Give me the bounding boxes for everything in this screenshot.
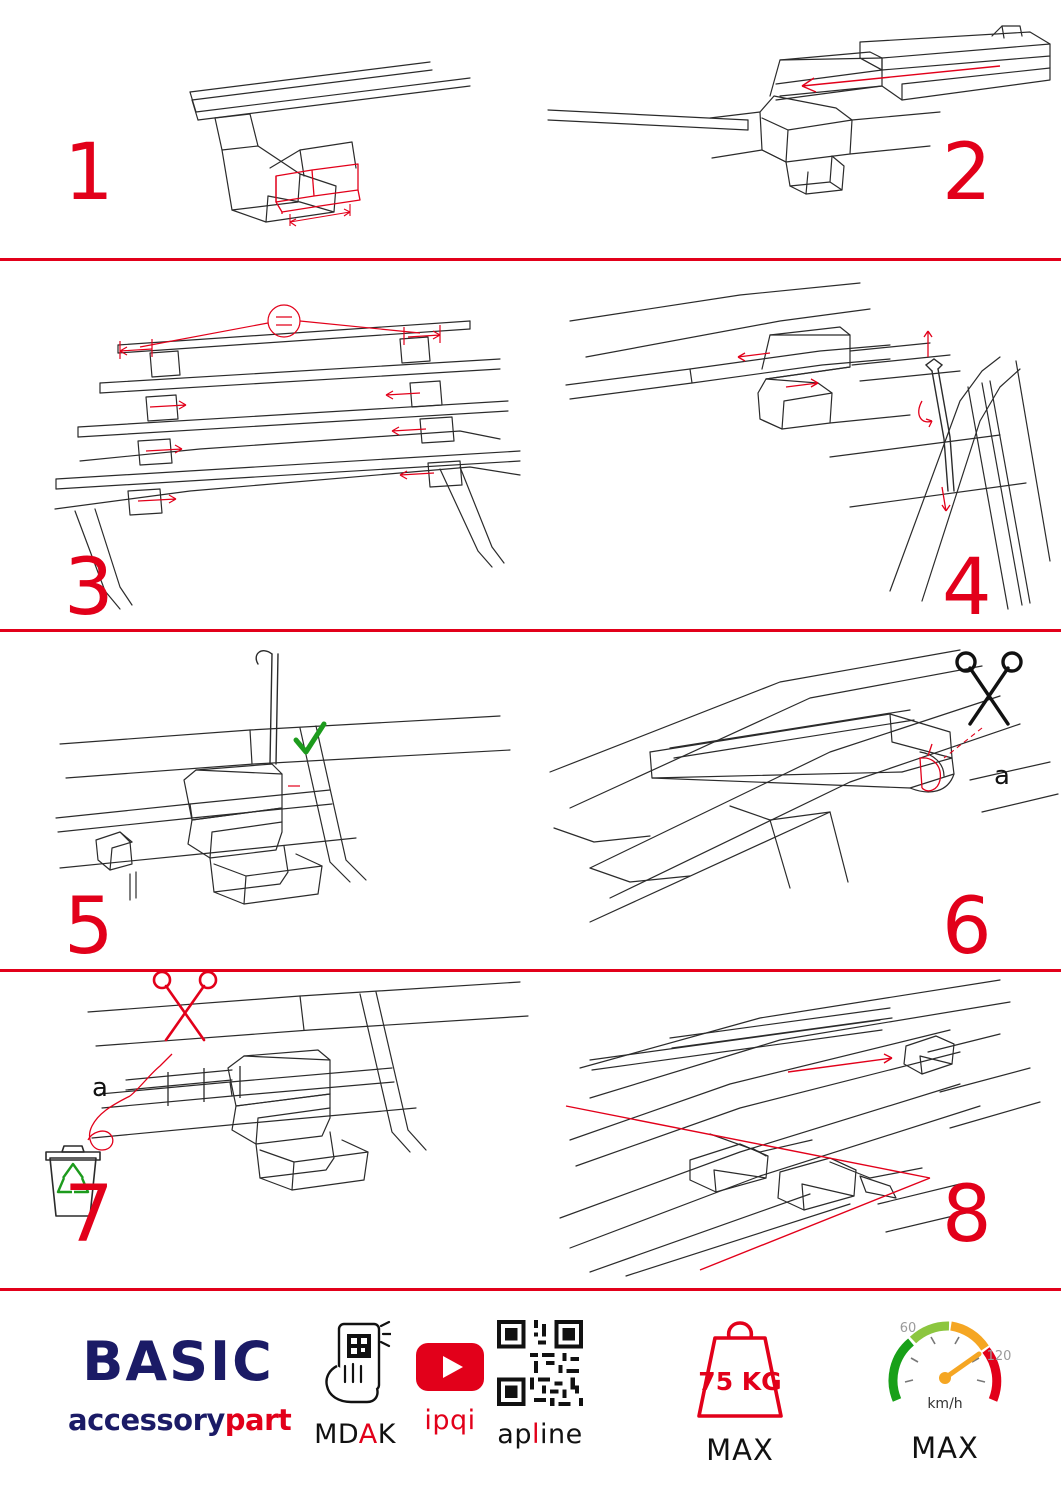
step-number-4: 4: [942, 543, 991, 629]
step-number-5: 5: [64, 882, 113, 969]
step-panel-1: [0, 0, 530, 258]
step-number-1: 1: [64, 128, 113, 218]
brand-logo: [68, 1330, 292, 1437]
svg-text:120: 120: [986, 1349, 1012, 1364]
brand-subtitle-suffix: part: [224, 1403, 292, 1437]
speedometer-icon: [875, 1321, 1015, 1426]
step-panel-5: [0, 632, 530, 969]
weight-icon: [675, 1367, 805, 1428]
logo-ipqi-caption: ipqi: [424, 1405, 476, 1436]
hand-scan-qr-icon: [319, 1393, 391, 1410]
step-number-7: 7: [64, 1170, 113, 1260]
svg-text:a: a: [92, 1073, 108, 1103]
max-load-indicator: [650, 1304, 830, 1467]
step-number-2: 2: [942, 128, 991, 218]
footer: [0, 1290, 1061, 1500]
step-panel-8: [530, 972, 1061, 1288]
step-panel-3: [0, 261, 530, 629]
step-number-3: 3: [64, 543, 113, 629]
brand-name: BASIC: [82, 1330, 274, 1393]
max-load-label: MAX: [706, 1433, 774, 1467]
brand-subtitle-prefix: accessory: [68, 1403, 225, 1437]
brand-subtitle: [68, 1403, 292, 1437]
svg-text:75 KG: 75 KG: [698, 1367, 782, 1396]
step-number-8: 8: [942, 1170, 991, 1260]
svg-text:km/h: km/h: [927, 1396, 963, 1412]
step-panel-2: [530, 0, 1061, 258]
step-panel-4: [530, 261, 1061, 629]
logo-apline-caption: apline: [497, 1419, 583, 1450]
max-speed-indicator: [855, 1304, 1035, 1465]
step-number-6: 6: [942, 882, 991, 969]
svg-text:60: 60: [899, 1321, 917, 1336]
max-speed-label: MAX: [911, 1431, 979, 1465]
step-panel-6: [530, 632, 1061, 969]
logo-mdak-caption: MDAK: [314, 1419, 396, 1450]
svg-text:a: a: [994, 761, 1010, 791]
step-panel-7: [0, 972, 530, 1288]
logo-apline[interactable]: [470, 1320, 610, 1450]
qr-code-icon: [497, 1393, 583, 1410]
